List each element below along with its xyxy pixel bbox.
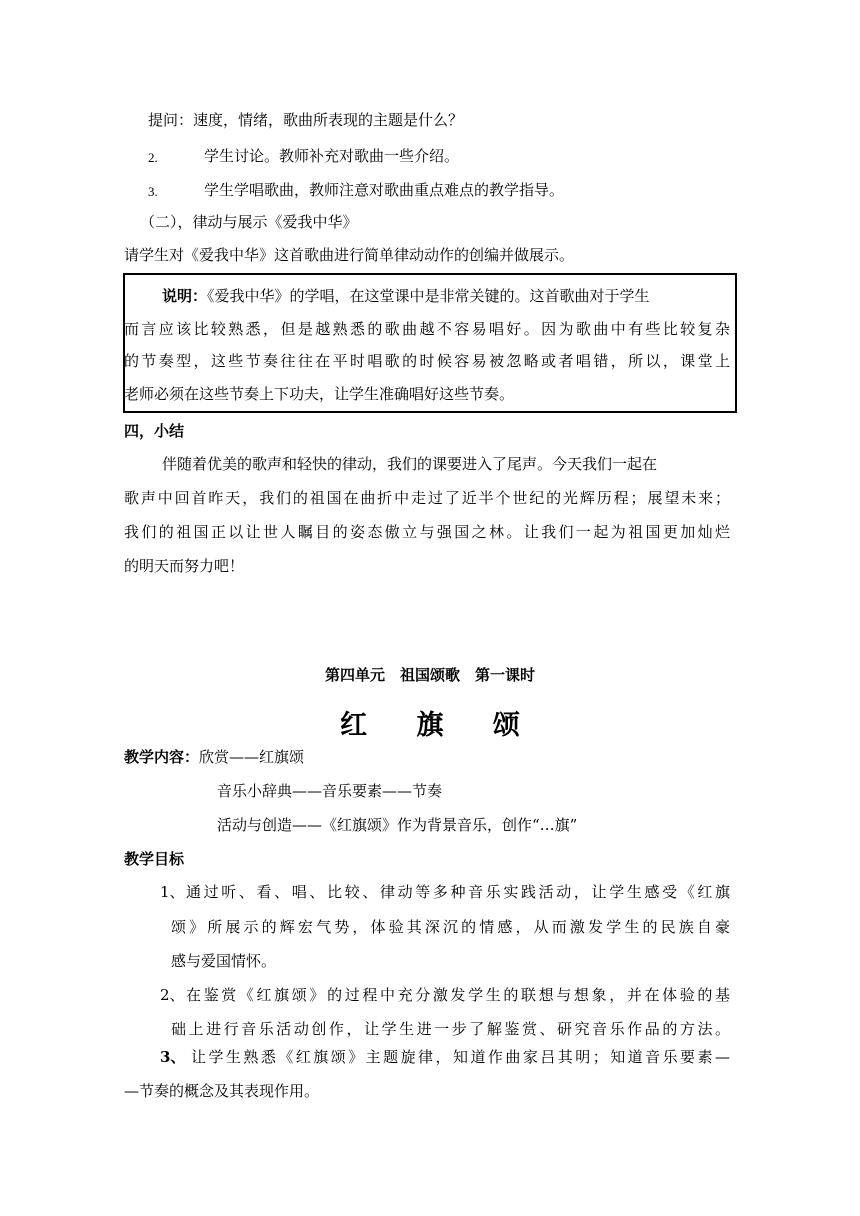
summary-line-4: 的明天而努力吧！ <box>124 557 245 575</box>
unit-heading: 第四单元 祖国颂歌 第一课时 <box>324 666 535 684</box>
question-line: 提问：速度，情绪，歌曲所表现的主题是什么？ <box>148 111 464 129</box>
content-line-1 <box>124 747 304 767</box>
note-text-1: 《爱我中华》的学唱，在这堂课中是非常关键的。这首歌曲对于学生 <box>207 287 650 305</box>
goal-2-line-2: 础上进行音乐活动创作，让学生进一步了解鉴赏、研究音乐作品的方法。 <box>171 1020 730 1038</box>
content-item-3: 活动与创造——《红旗颂》作为背景音乐，创作“…旗” <box>217 816 578 834</box>
summary-line-3: 我们的祖国正以让世人瞩目的姿态傲立与强国之林。让我们一起为祖国更加灿烂 <box>124 523 730 541</box>
goal-1-number: 1、 <box>160 883 185 901</box>
summary-heading: 四，小结 <box>124 422 185 440</box>
content-label: 教学内容： <box>124 748 200 766</box>
content-item-1: 欣赏——红旗颂 <box>199 748 305 766</box>
sub-heading: （二），律动与展示《爱我中华》 <box>140 213 358 231</box>
note-label: 说明： <box>162 287 208 305</box>
step-3-number: 3. <box>148 184 158 199</box>
goals-heading: 教学目标 <box>124 850 185 868</box>
lesson-title: 红 旗 颂 <box>340 710 540 741</box>
goal-2-line-1: 在鉴赏《红旗颂》的过程中充分激发学生的联想与想象，并在体验的基 <box>186 986 730 1004</box>
goal-1-line-3: 感与爱国情怀。 <box>171 952 277 970</box>
note-line-2: 而言应该比较熟悉，但是越熟悉的歌曲越不容易唱好。因为歌曲中有些比较复杂 <box>124 320 730 338</box>
step-2-text: 学生讨论。教师补充对歌曲一些介绍。 <box>204 147 460 165</box>
note-line-1 <box>162 286 650 306</box>
content-item-2: 音乐小辞典——音乐要素——节奏 <box>217 782 443 800</box>
goal-2-number: 2、 <box>160 986 185 1004</box>
goal-3-line-1: 让学生熟悉《红旗颂》主题旋律，知道作曲家吕其明；知道音乐要素— <box>191 1048 730 1066</box>
step-2-number: 2. <box>148 150 158 165</box>
goal-3-line-2: —节奏的概念及其表现作用。 <box>124 1082 320 1100</box>
goal-1-line-2: 颂》所展示的辉宏气势，体验其深沉的情感，从而激发学生的民族自豪 <box>171 918 730 936</box>
summary-line-1: 伴随着优美的歌声和轻快的律动，我们的课要进入了尾声。今天我们一起在 <box>162 455 658 473</box>
note-line-3: 的节奏型，这些节奏往往在平时唱歌的时候容易被忽略或者唱错，所以，课堂上 <box>124 352 730 370</box>
summary-line-2: 歌声中回首昨天，我们的祖国在曲折中走过了近半个世纪的光辉历程；展望未来； <box>124 489 730 507</box>
goal-1-line-1: 通过听、看、唱、比较、律动等多种音乐实践活动，让学生感受《红旗 <box>186 883 730 901</box>
goal-3-number: 3、 <box>160 1048 186 1066</box>
note-line-4: 老师必须在这些节奏上下功夫，让学生准确唱好这些节奏。 <box>124 385 515 403</box>
instruction-line: 请学生对《爱我中华》这首歌曲进行简单律动动作的创编并做展示。 <box>124 246 575 264</box>
step-3-text: 学生学唱歌曲，教师注意对歌曲重点难点的教学指导。 <box>204 181 565 199</box>
